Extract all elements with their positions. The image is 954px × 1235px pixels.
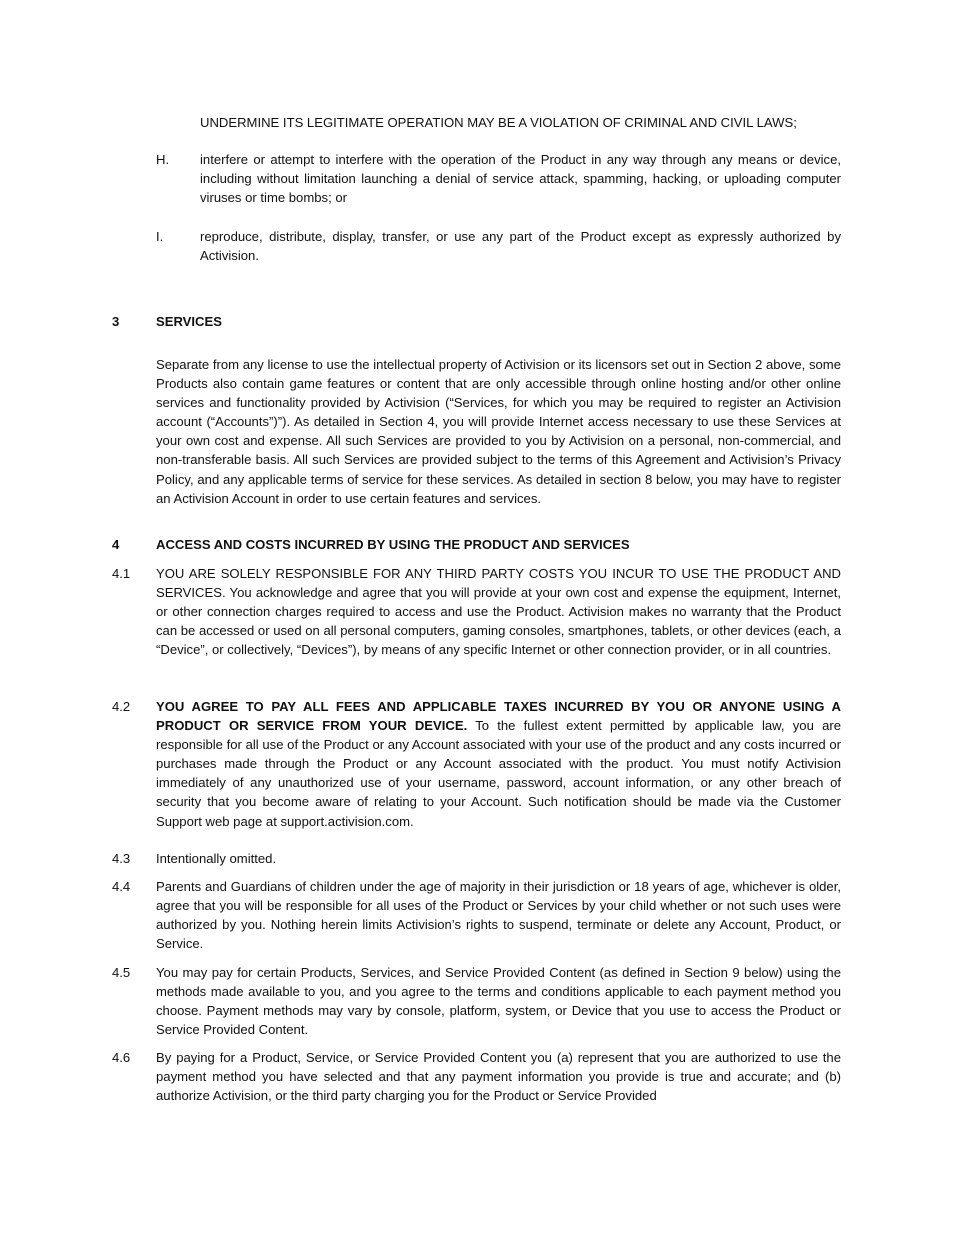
section-3-number: 3 (112, 314, 120, 329)
list-item-h-text: interfere or attempt to interfere with the operation of the Product in any way through any means or device, including without limitation launching a denial of service attack, spamming, hacking, or uploading computer viruses or time bombs; or (200, 152, 841, 206)
clause-4-1-number: 4.1 (112, 566, 131, 581)
clause-4-5-number: 4.5 (112, 965, 131, 980)
list-marker-i: I. (156, 229, 164, 244)
clause-4-4-number: 4.4 (112, 879, 131, 894)
clause-4-4-text (156, 877, 841, 953)
clause-4-2-text (156, 697, 841, 831)
clause-4-6-body: By paying for a Product, Service, or Service Provided Content you (a) represent that you are authorized to use the payment method you have selected and that any payment information you provide is true and accurate; and (b) authorize Activision, or the third party charging you for the Product or Service Provided (156, 1050, 841, 1104)
clause-4-4-body: Parents and Guardians of children under the age of majority in their jurisdiction or 18 years of age, whichever is older, agree that you will be responsible for all uses of the Product or Services by your child whether or not such uses were authorized by you. Nothing herein limits Activision’s rights to suspend, terminate or delete any Account, Product, or Service. (156, 879, 841, 952)
section-4-number: 4 (112, 537, 120, 552)
list-item-i-text: reproduce, distribute, display, transfer, or use any part of the Product except as expressly authorized by Activision. (200, 229, 841, 264)
list-marker-h: H. (156, 152, 170, 167)
clause-4-5-body: You may pay for certain Products, Services, and Service Provided Content (as defined in Section 9 below) using the methods made available to you, and you agree to the terms and conditions applicable to each payment method you choose. Payment methods may vary by console, platform, system, or Device that you use to access the Product or Service Provided Content. (156, 965, 841, 1038)
clause-4-1-text (156, 564, 841, 659)
clause-4-5-text (156, 963, 841, 1039)
clause-4-2-lead: YOU AGREE TO PAY ALL FEES AND APPLICABLE TAXES INCURRED BY YOU OR ANYONE USING A PRODUCT OR SERVICE FROM YOUR DEVICE. (156, 699, 841, 734)
continuation-line: UNDERMINE ITS LEGITIMATE OPERATION MAY BE A VIOLATION OF CRIMINAL AND CIVIL LAWS; (200, 115, 797, 130)
clause-4-3-number: 4.3 (112, 851, 131, 866)
clause-4-3-body: Intentionally omitted. (156, 851, 277, 866)
clause-4-3-text (156, 849, 841, 868)
section-4-heading: ACCESS AND COSTS INCURRED BY USING THE PRODUCT AND SERVICES (156, 537, 630, 552)
clause-4-2-number: 4.2 (112, 699, 131, 714)
clause-4-6-number: 4.6 (112, 1050, 131, 1065)
clause-4-1-body: YOU ARE SOLELY RESPONSIBLE FOR ANY THIRD PARTY COSTS YOU INCUR TO USE THE PRODUCT AND SERVICES. You acknowledge and agree that you will provide at your own cost and expense the equipment, Internet, or other connection charges required to access and use the Product. Activision makes no warranty that the Product can be accessed or used on all personal computers, gaming consoles, smartphones, tablets, or other devices (each, a “Device”, or collectively, “Devices”), by means of any specific Internet or other connection provider, or in all countries. (156, 566, 841, 658)
section-3-body: Separate from any license to use the intellectual property of Activision or its licensors set out in Section 2 above, some Products also contain game features or content that are only accessible through online hosting and/or other online services and functionality provided by Activision (“Services, for which you may be required to register an Activision account (“Accounts”)”). As detailed in Section 4, you will provide Internet access necessary to use these Services at your own cost and expense. All such Services are provided to you by Activision on a personal, non-commercial, and non-transferable basis. All such Services are provided subject to the terms of this Agreement and Activision’s Privacy Policy, and any applicable terms of service for these services. As detailed in section 8 below, you may have to register an Activision Account in order to use certain features and services. (156, 357, 841, 506)
clause-4-2-body: To the fullest extent permitted by applicable law, you are responsible for all use of the Product or any Account associated with your use of the product and any costs incurred or purchases made through the Product or any Account associated with the product. You must notify Activision immediately of any unauthorized use of your username, password, account information, or any other breach of security that you become aware of relating to your Account. Such notification should be made via the Customer Support web page at support.activision.com. (156, 718, 841, 829)
clause-4-6-text (156, 1048, 841, 1105)
section-3-heading: SERVICES (156, 314, 222, 329)
